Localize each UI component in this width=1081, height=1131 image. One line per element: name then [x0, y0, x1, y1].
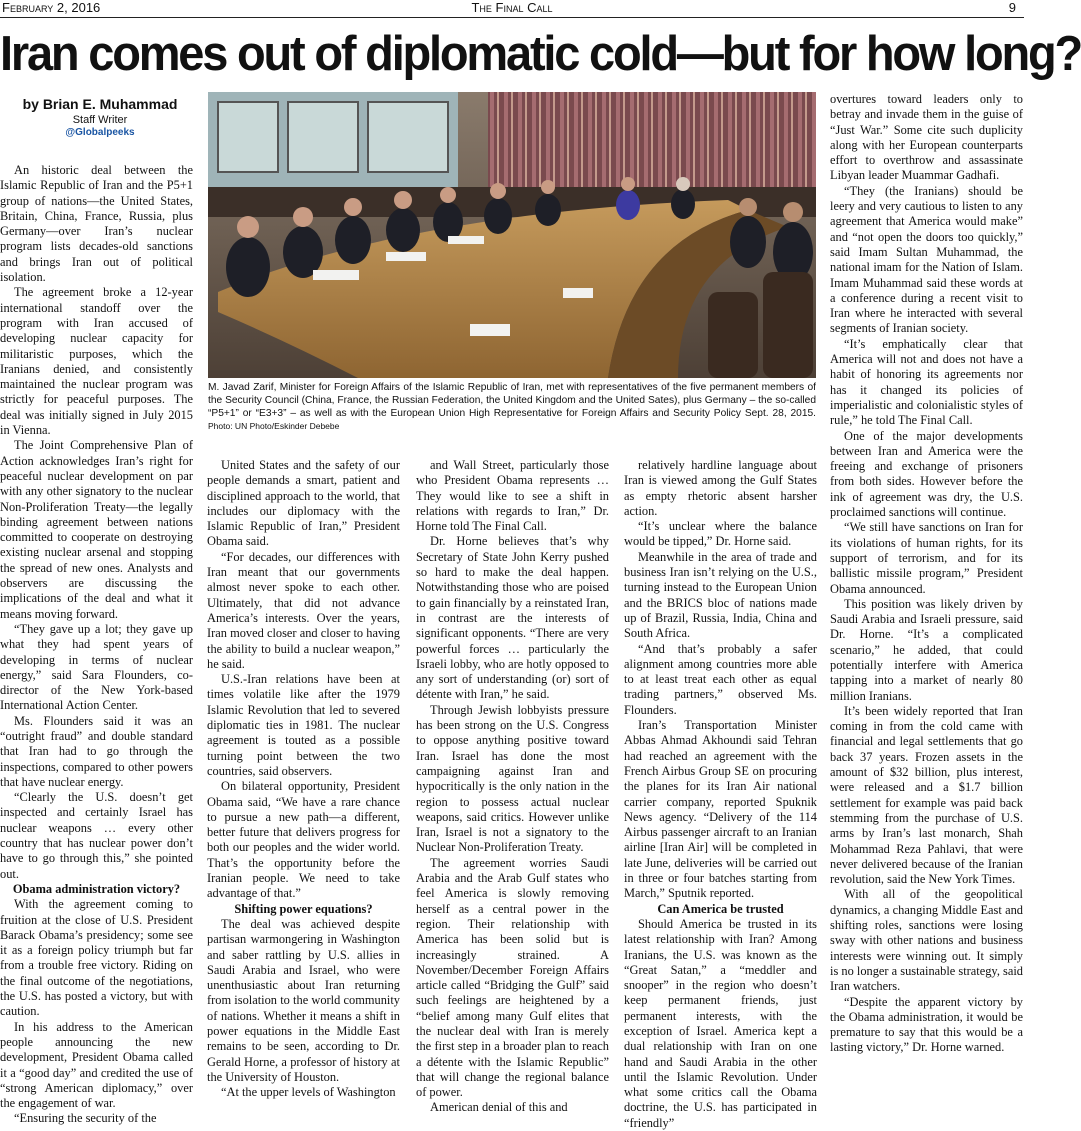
caption-text: M. Javad Zarif, Minister for Foreign Affairs of the Islamic Republic of Iran, met with representatives of the five permanent members of the Security Council (China, France, the Russian Federation, the United Kingdom and the United Sates), plus Germany – the so-called “P5+1” or “E3+3” – as well as with the European Union High Representative for Foreign Affairs and Security Policy Sept. 28, 2015. [208, 382, 816, 419]
subheading: Shifting power equations? [234, 901, 373, 916]
paragraph: This position was likely driven by Saudi Arabia and Israeli pressure, said Dr. Horne. “It’s a complicated scenario,” he added, that could potentially interfere with America tapping into a market of nearly 80 million Iranians. [830, 596, 1023, 703]
conference-photo-illustration [208, 92, 816, 378]
article-photo [208, 92, 816, 378]
paragraph: One of the major developments between Iran and America were the freeing and exchange of prisoners from both sides. However before the ink of agreement was dry, the U.S. proclaimed sanctions will continue. [830, 428, 1023, 520]
article-column-3 [416, 458, 609, 1115]
paragraph: Through Jewish lobbyists pressure has been strong on the U.S. Congress to oppose anything positive toward Iran. Israel has done the most campaigning against Iran and hypocritically is the only nation in the region to possess actual nuclear weapons, said critics. However unlike Iran, Israel is not a signatory to the Nuclear Non-Proliferation Treaty. [416, 702, 609, 855]
paragraph: Meanwhile in the area of trade and business Iran isn’t relying on the U.S., turning instead to the European Union and the BRICS bloc of nations made up of Brazil, Russia, India, China and South Africa. [624, 549, 817, 641]
page-header [0, 0, 1024, 18]
paragraph: Dr. Horne believes that’s why Secretary of State John Kerry pushed so hard to make the deal happen. Notwithstanding those who are poised to gain financially by a reinstated Iran, in contrast are the interests of significant opponents. “There are very powerful forces … particularly the Israeli lobby, who are hotly opposed to any sort of understanding (or) sort of détente with Iran,” he said. [416, 534, 609, 702]
paragraph: overtures toward leaders only to betray and invade them in the guise of “Just War.” Some cite such duplicity along with her European counterparts effort to overthrow and assassinate Libyan leader Muammar Gadhafi. [830, 92, 1023, 183]
paragraph: “At the upper levels of Washington [221, 1085, 396, 1100]
paragraph: “They gave up a lot; they gave up what they had spent years of developing in terms of nuclear energy,” said Sara Flounders, co-director of the New York-based International Action Center. [0, 621, 193, 713]
paragraph: On bilateral opportunity, President Obama said, “We have a rare chance to pursue a new path—a different, better future that delivers progress for both our peoples and the wider world. That’s the opportunity before the Iranian people. We need to take advantage of that.” [207, 779, 400, 901]
paragraph: Should America be trusted in its latest relationship with Iran? Among Iranians, the U.S. was known as the “Great Satan,” a “meddler and snooper” in the region who doesn’t keep permanent friends, just permanent interests, with the exception of Israel. America kept a dual relationship with Iran on one hand and Saudi Arabia in the other until the Islamic Revolution. Under what some critics call the Obama doctrine, the U.S. has participated in “friendly” [624, 916, 817, 1130]
paragraph: The deal was achieved despite partisan warmongering in Washington and saber rattling by U.S. allies in Saudi Arabia and Israel, who were unenthusiastic about Iran returning from isolation to the world community of nations. Whether it means a shift in power equations in the Middle East remains to be seen, according to Dr. Gerald Horne, a professor of history at the University of Houston. [207, 916, 400, 1084]
paragraph: and Wall Street, particularly those who President Obama represents …They would like to see a shift in relations with regards to Iran,” Dr. Horne told The Final Call. [416, 458, 609, 534]
paragraph: Ms. Flounders said it was an “outright fraud” and double standard that Iran had to go through the inspections, compared to other powers that have nuclear energy. [0, 713, 193, 789]
paragraph: “Ensuring the security of the [14, 1111, 157, 1126]
issue-date: February 2, 2016 [2, 0, 101, 15]
photo-credit: Photo: UN Photo/Eskinder Debebe [208, 421, 340, 431]
paragraph: United States and the safety of our people demands a smart, patient and disciplined approach to the world, that includes our diplomacy with the Islamic Republic of Iran,” President Obama said. [207, 458, 400, 549]
paragraph: “Clearly the U.S. doesn’t get inspected and certainly Israel has nuclear weapons … every other country that has nuclear power don’t have to go through this,” she pointed out. [0, 790, 193, 881]
page-number: 9 [1008, 0, 1016, 15]
paragraph: “It’s unclear where the balance would be tipped,” Dr. Horne said. [624, 519, 817, 549]
paragraph: With the agreement coming to fruition at the close of U.S. President Barack Obama’s presidency; some see it as a foreign policy triumph but far from a trouble free victory. Riding on the final outcome of the negotiations, the U.S. has posted a victory, but with caution. [0, 897, 193, 1019]
paragraph: The agreement broke a 12-year international standoff over the program with Iran accused of developing nuclear capacity for militaristic purposes, which the Iranians denied, and consistently maintained the nuclear program was strictly for peaceful purposes. The deal was initially signed in July 2015 in Vienna. [0, 285, 193, 438]
article-column-2 [207, 458, 400, 1108]
paragraph: American denial of this and [430, 1100, 568, 1115]
paragraph: “Despite the apparent victory by the Obama administration, it would be premature to say that this would be a lasting victory,” Dr. Horne warned. [830, 994, 1023, 1055]
paragraph: “For decades, our differences with Iran meant that our governments almost never spoke to each other. Ultimately, that did not advance America’s interests. Over the years, Iran moved closer and closer to having the ability to build a nuclear weapon,” he said. [207, 549, 400, 671]
headline: Iran comes out of diplomatic cold—but for how long? [0, 24, 1081, 81]
newspaper-name: The Final Call [471, 0, 553, 15]
paragraph: relatively hardline language about Iran is viewed among the Gulf States as empty rhetoric absent harsher action. [624, 458, 817, 518]
paragraph: The Joint Comprehensive Plan of Action acknowledges Iran’s right for peaceful nuclear development on par with any other signatory to the nuclear Non-Proliferation Treaty—the legally binding agreement between nations committed to cooperate on destroying existing nuclear arsenal and stopping the spread of new ones. Analysts and observers are discussing the implications of the deal and what it means moving forward. [0, 438, 193, 621]
paragraph: It’s been widely reported that Iran coming in from the cold came with financial and legal settlements that go back 37 years. Frozen assets in the amount of $32 billion, plus interest, were released and a $1.7 billion settlement for example was paid back stemming from the purchase of U.S. arms by Iran’s last monarch, Shah Mohammad Reza Pahlavi, that were never delivered because of the Iranian revolution, said the New York Times. [830, 703, 1023, 887]
author-handle: @Globalpeeks [65, 127, 135, 138]
paragraph: The agreement worries Saudi Arabia and the Arab Gulf states who feel America is slowly removing herself as a central power in the region. Their relationship with America has been solid but is increasingly strained. A November/December Foreign Affairs article called “Bridging the Gulf” said such feelings are heightened by a “belief among many Gulf elites that the nuclear deal with Iran is merely the first step in a broader plan to reach a détente with the Islamic Republic” that will change the regional balance of power. [416, 855, 609, 1100]
paragraph: Iran’s Transportation Minister Abbas Ahmad Akhoundi said Tehran had reached an agreement with the French Airbus Group SE on procuring the planes for its Iran Air national carrier company, reported Spuknik News agency. “Delivery of the 114 Airbus passenger aircraft to an Iranian airline [Iran Air] will be completed in late June, deliveries will be carried out in three or four batches starting from March,” Sputnik reported. [624, 718, 817, 901]
paragraph: In his address to the American people announcing the new development, President Obama called it a “good day” and credited the use of “strong American diplomacy,” over the engagement of war. [0, 1019, 193, 1111]
paragraph: U.S.-Iran relations have been at times volatile like after the 1979 Islamic Revolution that led to severed diplomatic ties in 1981. The nuclear agreement is touted as a possible turning point between the two countries, said observers. [207, 672, 400, 778]
article-column-5 [830, 92, 1023, 1108]
byline [0, 96, 200, 138]
paragraph: With all of the geopolitical dynamics, a changing Middle East and shifting roles, sanctions were losing sway with other nations and business interests were winning out. It simply is no longer a sustainable strategy, said Iran watchers. [830, 887, 1023, 994]
paragraph: “And that’s probably a safer alignment among countries more able to at least treat each other as equal trading partners,” observed Ms. Flounders. [624, 641, 817, 717]
author-role: Staff Writer [72, 114, 128, 126]
article-column-1 [0, 163, 193, 1126]
paragraph: “They (the Iranians) should be leery and very cautious to listen to any agreement that America would make” and “not open the doors too quickly,” said Imam Sultan Muhammad, the national imam for the Nation of Islam. Imam Muhammad said these words at a conference during a recent visit to Iran where he interacted with several segments of Iranian society. [830, 183, 1023, 336]
author-name: by Brian E. Muhammad [22, 96, 178, 112]
paragraph: “We still have sanctions on Iran for its violations of human rights, for its support of terrorism, and for its ballistic missile program,” President Obama announced. [830, 520, 1023, 596]
article-column-4 [624, 458, 817, 1130]
subheading: Can America be trusted [657, 901, 784, 916]
paragraph: “It’s emphatically clear that America will not and does not have a habit of honoring its agreements nor has it changed its policies of imperialistic and colonialistic styles of rule,” he told The Final Call. [830, 336, 1023, 428]
paragraph: An historic deal between the Islamic Republic of Iran and the P5+1 group of nations—the United States, Britain, China, France, Russia, plus Germany—over Iran’s nuclear program lists decades-old sanctions and brings Iran out of political isolation. [0, 163, 193, 285]
subheading: Obama administration victory? [12, 881, 181, 896]
photo-caption [208, 381, 816, 433]
